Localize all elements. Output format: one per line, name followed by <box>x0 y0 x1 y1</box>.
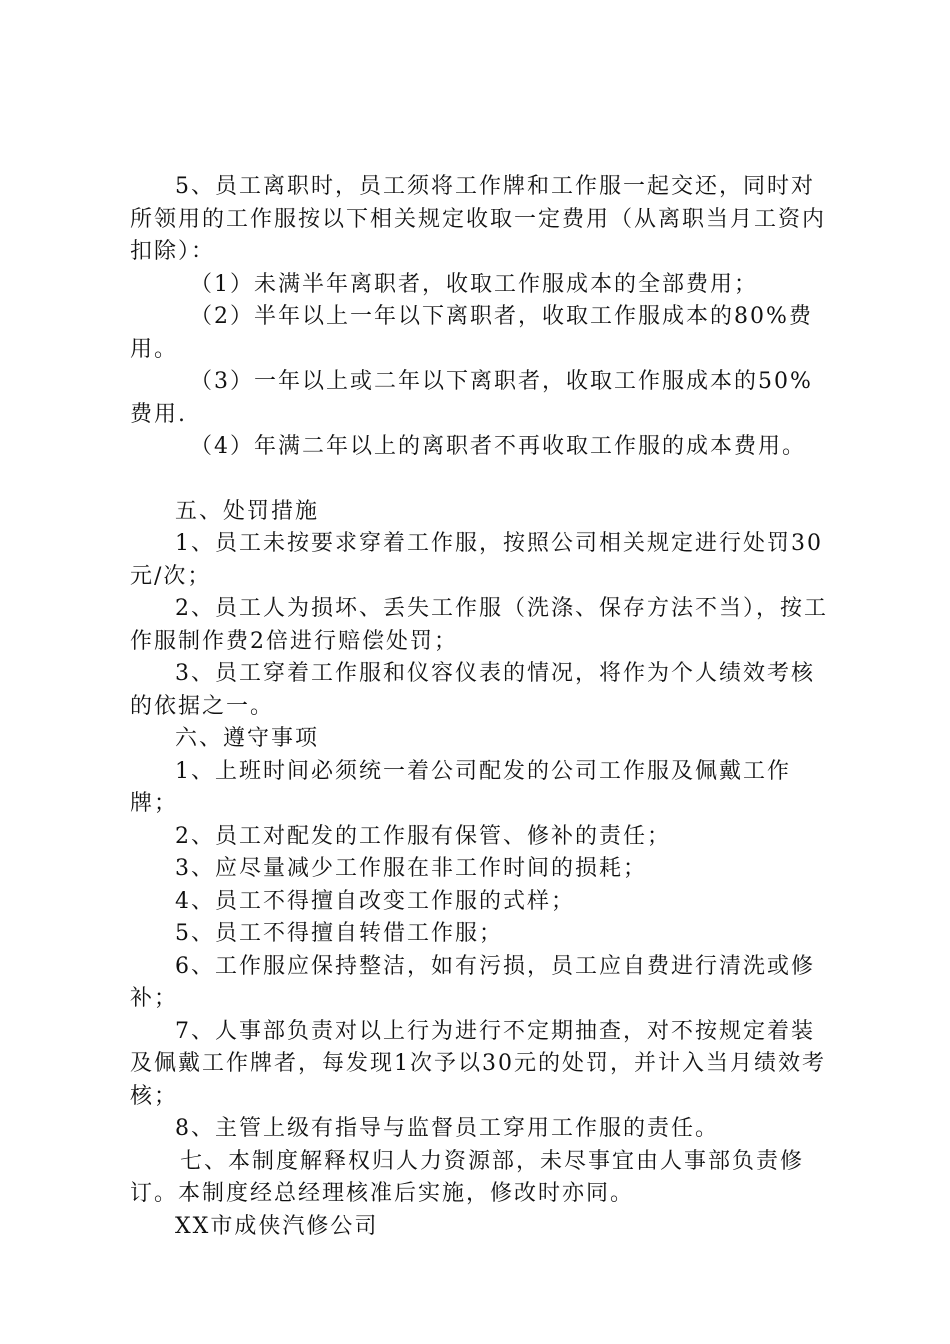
section-heading-penalties: 五、处罚措施 <box>175 498 320 524</box>
compliance-item-2: 2、员工对配发的工作服有保管、修补的责任； <box>175 823 671 849</box>
penalty-item-2: 2、员工人为损坏、丢失工作服（洗涤、保存方法不当），按工作服制作费2倍进行赔偿处罚； <box>130 596 828 654</box>
section-seven-interpretation: 七、本制度解释权归人力资源部，未尽事宜由人事部负责修订。本制度经总经理核准后实施，修改时亦同。 <box>130 1148 805 1206</box>
clause-5-resignation: 5、员工离职时，员工须将工作牌和工作服一起交还，同时对所领用的工作服按以下相关规定收取一定费用（从离职当月工资内扣除）： <box>130 174 827 264</box>
compliance-item-6: 6、工作服应保持整洁，如有污损，员工应自费进行清洗或修补； <box>130 953 815 1011</box>
section-heading-compliance: 六、遵守事项 <box>175 726 320 751</box>
fee-rule-3: （3）一年以上或二年以下离职者，收取工作服成本的50%费用. <box>130 369 813 427</box>
compliance-item-4: 4、员工不得擅自改变工作服的式样； <box>175 888 575 914</box>
compliance-item-3: 3、应尽量减少工作服在非工作时间的损耗； <box>175 856 647 881</box>
penalty-item-1: 1、员工未按要求穿着工作服，按照公司相关规定进行处罚30元/次； <box>130 531 823 589</box>
fee-rule-4: （4）年满二年以上的离职者不再收取工作服的成本费用。 <box>190 434 806 459</box>
compliance-item-8: 8、主管上级有指导与监督员工穿用工作服的责任。 <box>175 1116 719 1141</box>
company-signature: XX市成侠汽修公司 <box>175 1213 379 1239</box>
penalty-item-3: 3、员工穿着工作服和仪容仪表的情况，将作为个人绩效考核的依据之一。 <box>130 661 815 719</box>
fee-rule-2: （2）半年以上一年以下离职者，收取工作服成本的80%费用。 <box>130 304 813 362</box>
compliance-item-7: 7、人事部负责对以上行为进行不定期抽查，对不按规定着装及佩戴工作牌者，每发现1次予以30元的处罚，并计入当月绩效考核； <box>130 1018 826 1109</box>
compliance-item-5: 5、员工不得擅自转借工作服； <box>175 921 503 946</box>
fee-rule-1: （1）未满半年离职者，收取工作服成本的全部费用； <box>190 271 758 297</box>
document-body <box>130 171 830 1243</box>
compliance-item-1: 1、上班时间必须统一着公司配发的公司工作服及佩戴工作牌； <box>130 758 791 816</box>
paragraph-gap <box>130 464 830 496</box>
